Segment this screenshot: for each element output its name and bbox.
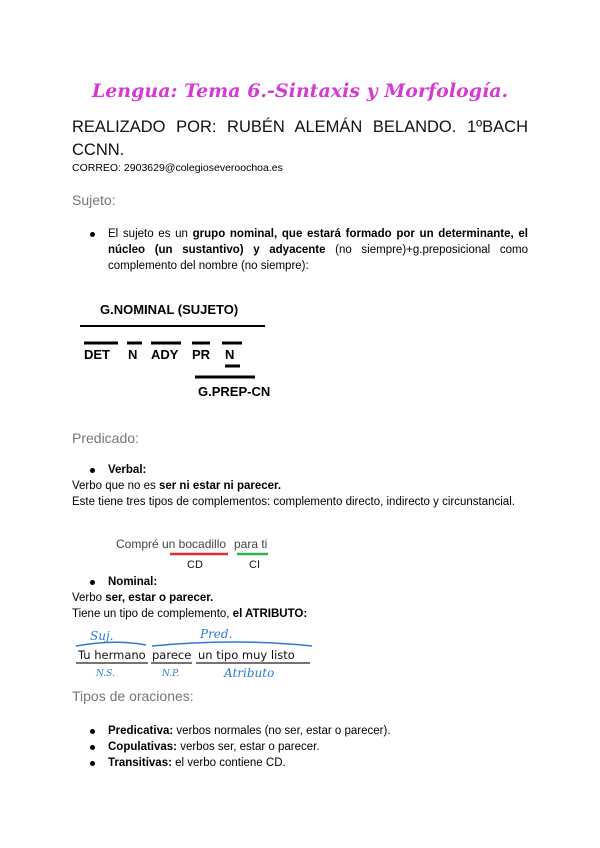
- handwritten-np-label: N.P.: [162, 669, 180, 679]
- diagram-item: PR: [192, 347, 211, 362]
- bullet-icon: [90, 468, 95, 473]
- handwritten-ns-label: N.S.: [96, 669, 115, 679]
- nominal-definition: Verbo ser, estar o parecer.: [72, 592, 214, 604]
- nominal-label: Nominal:: [108, 576, 158, 588]
- verbal-example-diagram: [110, 533, 280, 573]
- handwritten-subject-label: Suj.: [90, 629, 114, 643]
- list-item: [72, 226, 528, 274]
- example-word: un bocadillo: [162, 537, 227, 551]
- cd-label: CD: [187, 559, 203, 571]
- bullet-text: El sujeto es un grupo nominal, que estará formado por un determinante, el núcleo (un sustantivo) y adyacente (no siempre)+g.preposicional como complemento del nombre (no siempre):: [108, 228, 528, 272]
- diagram-top-label: G.NOMINAL (SUJETO): [100, 302, 239, 317]
- list-item: Transitivas: el verbo contiene CD.: [72, 755, 528, 771]
- nominal-example-diagram: [74, 624, 324, 682]
- verbal-definition: Verbo que no es ser ni estar ni parecer.: [72, 480, 282, 492]
- list-item: Copulativas: verbos ser, estar o parecer.: [72, 739, 528, 755]
- example-word: para ti: [234, 537, 268, 551]
- list-item: Predicativa: verbos normales (no ser, estar o parecer).: [72, 723, 528, 739]
- list-item: [72, 574, 528, 590]
- bullet-icon: [90, 745, 95, 750]
- email-line: CORREO: 2903629@colegioseveroochoa.es: [72, 162, 283, 174]
- ci-label: CI: [249, 559, 260, 571]
- example-word: parece: [152, 648, 192, 662]
- page-title: Lengua: Tema 6.-Sintaxis y Morfología.: [91, 80, 509, 102]
- handwritten-predicate-label: Pred.: [200, 627, 233, 641]
- section-heading-sujeto: Sujeto:: [72, 192, 116, 208]
- subject-bracket: [76, 642, 146, 646]
- diagram-item: DET: [84, 347, 110, 362]
- example-word: un tipo muy listo: [198, 648, 295, 662]
- predicate-bracket: [152, 642, 312, 646]
- list-item: [72, 462, 528, 478]
- nominal-complement-text: Tiene un tipo de complemento, el ATRIBUTO:: [72, 608, 308, 620]
- section-heading-tipos: Tipos de oraciones:: [72, 688, 194, 704]
- bullet-icon: [90, 232, 95, 237]
- author-line: REALIZADO POR: RUBÉN ALEMÁN BELANDO. 1ºBACH CCNN.: [72, 118, 528, 159]
- verbal-complements-text: Este tiene tres tipos de complementos: complemento directo, indirecto y circunstancial.: [72, 496, 515, 508]
- diagram-item: N: [225, 347, 235, 362]
- bullet-icon: [90, 761, 95, 766]
- example-word: Tu hermano: [78, 648, 146, 662]
- section-heading-predicado: Predicado:: [72, 430, 139, 446]
- diagram-item: ADY: [151, 347, 179, 362]
- subject-structure-diagram: [70, 295, 290, 405]
- diagram-bottom-label: G.PREP-CN: [198, 384, 271, 399]
- bullet-icon: [90, 729, 95, 734]
- verbal-label: Verbal:: [108, 464, 147, 476]
- bullet-icon: [90, 580, 95, 585]
- handwritten-atributo-label: Atributo: [224, 666, 275, 680]
- diagram-item: N: [128, 347, 138, 362]
- example-word: Compré: [116, 537, 159, 551]
